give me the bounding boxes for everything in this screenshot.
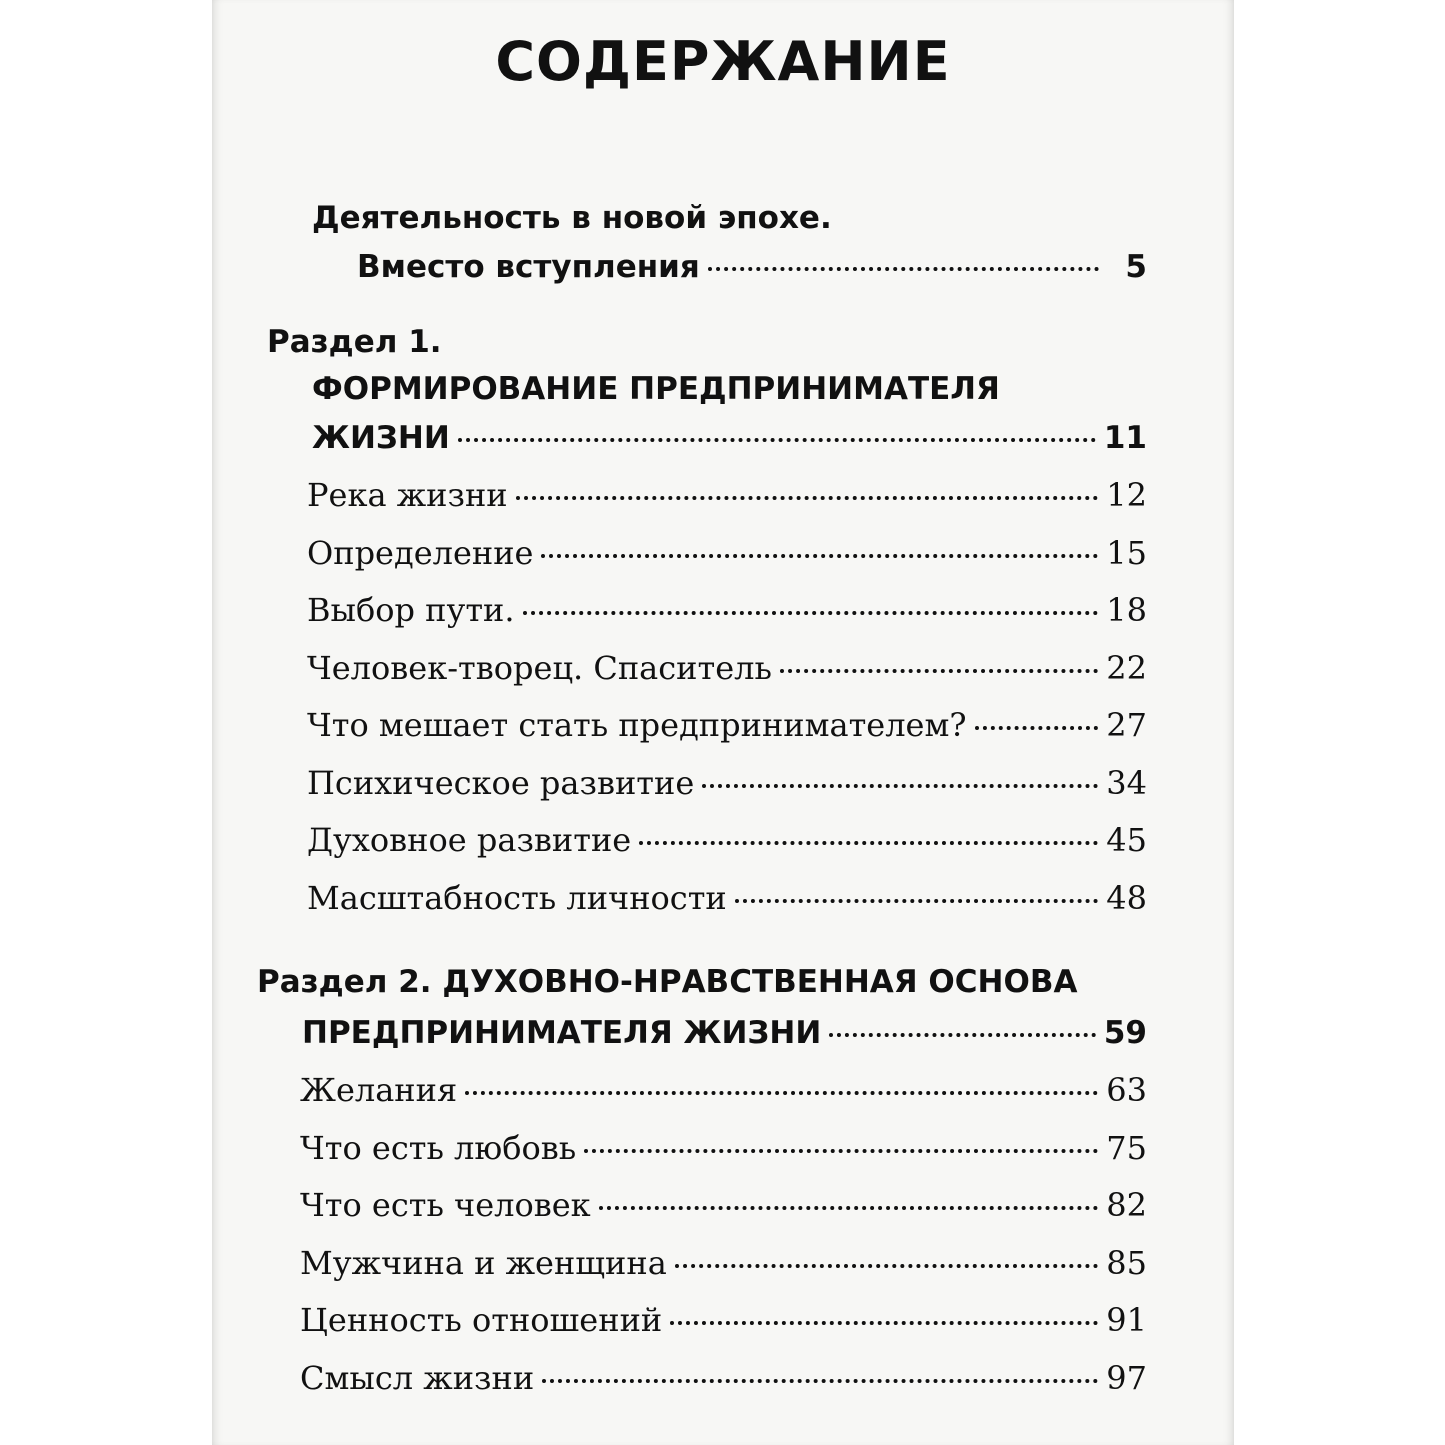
toc-entry-section2[interactable]	[302, 1013, 1147, 1053]
page-title: СОДЕРЖАНИЕ	[495, 30, 951, 93]
toc-entry-label: Масштабность личности	[307, 878, 727, 917]
toc-entry-page: 48	[1106, 878, 1147, 917]
toc-entry[interactable]	[307, 648, 1147, 688]
toc-entry-page: 82	[1106, 1186, 1147, 1224]
toc-entry-page: 12	[1106, 476, 1147, 514]
toc-entry-page: 18	[1106, 591, 1147, 629]
toc-entry[interactable]	[300, 1185, 1147, 1225]
toc-entry[interactable]	[307, 763, 1147, 803]
dot-leader	[829, 1033, 1096, 1037]
toc-entry-page: 34	[1106, 763, 1147, 802]
toc-entry-label: Мужчина и женщина	[300, 1243, 667, 1282]
section1-title: ФОРМИРОВАНИЕ ПРЕДПРИНИМАТЕЛЯ	[312, 371, 1000, 407]
dot-leader	[458, 438, 1096, 442]
section2-title: Раздел 2. ДУХОВНО-НРАВСТВЕННАЯ ОСНОВА	[257, 964, 1078, 1000]
toc-entry-label: Определение	[307, 533, 534, 572]
toc-entry-label: Смысл жизни	[300, 1358, 535, 1397]
toc-entry[interactable]	[300, 1128, 1147, 1168]
toc-entry-page: 85	[1106, 1243, 1147, 1282]
toc-entry-label: ПРЕДПРИНИМАТЕЛЯ ЖИЗНИ	[302, 1015, 822, 1051]
toc-entry-page: 11	[1103, 420, 1147, 456]
dot-leader	[516, 496, 1099, 500]
dot-leader	[675, 1264, 1099, 1268]
toc-entry-label: Выбор пути.	[307, 591, 515, 629]
dot-leader	[639, 841, 1098, 845]
toc-entry-page: 5	[1125, 249, 1147, 285]
toc-entry-page: 22	[1106, 648, 1147, 687]
toc-entry[interactable]	[300, 1358, 1147, 1398]
toc-entry-section1[interactable]	[312, 418, 1147, 458]
dot-leader	[708, 267, 1099, 271]
toc-entry-label: Ценность отношений	[300, 1301, 663, 1339]
toc-entry-label: Вместо вступления	[357, 249, 700, 285]
toc-entry-page: 97	[1106, 1358, 1147, 1397]
book-page	[212, 0, 1234, 1445]
toc-entry-page: 59	[1103, 1015, 1147, 1051]
dot-leader	[465, 1091, 1098, 1095]
toc-entry[interactable]	[300, 1070, 1147, 1110]
toc-entry-label: Что мешает стать предпринимателем?	[307, 706, 967, 744]
dot-leader	[523, 611, 1099, 615]
toc-entry-page: 91	[1106, 1301, 1147, 1339]
toc-entry[interactable]	[307, 475, 1147, 515]
toc-entry[interactable]	[300, 1300, 1147, 1340]
toc-entry-label: Духовное развитие	[307, 821, 632, 859]
toc-entry-page: 15	[1106, 533, 1147, 572]
dot-leader	[542, 1379, 1098, 1383]
dot-leader	[584, 1149, 1098, 1153]
dot-leader	[975, 726, 1099, 730]
toc-entry-label: ЖИЗНИ	[312, 420, 450, 456]
toc-entry[interactable]	[300, 1243, 1147, 1283]
dot-leader	[599, 1206, 1099, 1210]
toc-entry-label: Что есть любовь	[300, 1128, 577, 1167]
toc-entry-label: Психическое развитие	[307, 763, 695, 802]
toc-entry-label: Что есть человек	[300, 1186, 591, 1224]
section1-label: Раздел 1.	[267, 324, 442, 360]
toc-entry-label: Река жизни	[307, 476, 508, 514]
toc-entry-page: 27	[1106, 706, 1147, 744]
toc-entry-label: Человек-творец. Спаситель	[307, 648, 772, 687]
toc-entry-label: Желания	[300, 1071, 458, 1109]
toc-entry[interactable]	[307, 820, 1147, 860]
toc-entry-intro[interactable]	[357, 247, 1147, 287]
toc-entry[interactable]	[307, 590, 1147, 630]
dot-leader	[780, 669, 1098, 673]
dot-leader	[702, 784, 1098, 788]
toc-entry-page: 75	[1106, 1128, 1147, 1167]
dot-leader	[541, 554, 1098, 558]
toc-entry[interactable]	[307, 705, 1147, 745]
dot-leader	[670, 1321, 1098, 1325]
toc-entry[interactable]	[307, 533, 1147, 573]
dot-leader	[735, 899, 1099, 903]
toc-entry-page: 63	[1106, 1071, 1147, 1109]
toc-entry-page: 45	[1106, 821, 1147, 859]
toc-entry[interactable]	[307, 878, 1147, 918]
intro-heading: Деятельность в новой эпохе.	[312, 200, 832, 236]
